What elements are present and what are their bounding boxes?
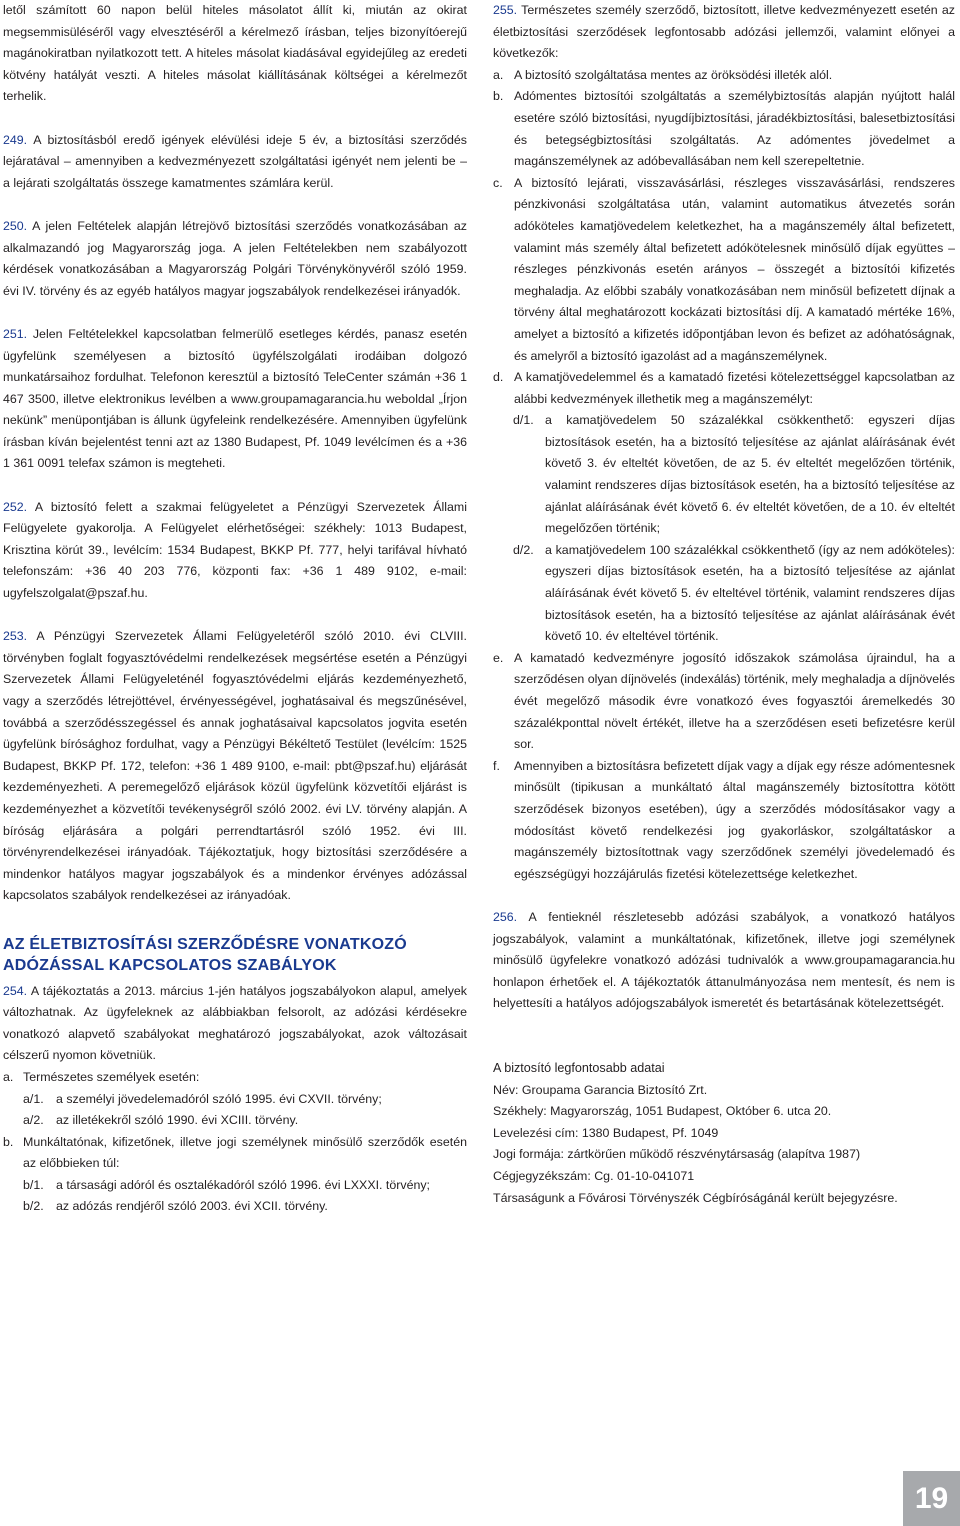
section-text: Jelen Feltételekkel kapcsolatban felmerülő esetleges kérdés, panasz esetén ügyfelünk személyesen a biztosító ügyfélszolgálati irodáiban dolgozó munkatársaihoz fordulhat. Telefonon keresztül a biztosító TeleCenter számán +36 1 467 3500, illetve elektronikus levélben a www.groupamagarancia.hu weboldal „Írjon nekünk” menüpontjában is állunk ügyfeleink rendelkezésére. Amennyiben ügyfelünk írásban kíván bejelentést tenni azt az 1380 Budapest, Pf. 1049 levélcímen és a +36 1 361 0091 telefax számon is megteheti. <box>3 326 467 471</box>
list-label: a/2. <box>23 1113 44 1128</box>
section-251 <box>3 324 467 475</box>
list-text: a személyi jövedelemadóról szóló 1995. évi CXVII. törvény; <box>56 1091 382 1106</box>
list-label: f. <box>493 758 500 773</box>
list-text: a kamatjövedelem 100 százalékkal csökkenthető (így az nem adóköteles): egyszeri díjas biztosítások esetén, ha a biztosító teljesítése az ajánlat aláírásának évét követő 5. év elteltével történik, valamint rendszeres díjas biztosítások esetén, ha a biztosító teljesítése az ajánlat aláírásának évét követő 10. év elteltével történik. <box>545 542 955 644</box>
list-label: c. <box>493 175 503 190</box>
section-text: A biztosító felett a szakmai felügyeletet a Pénzügyi Szervezetek Állami Felügyelete gyakorolja. A Felügyelet elérhetőségei: székhely: 1013 Budapest, Krisztina körút 39., levélcím: 1534 Budapest, BKKP Pf. 777, helyi tarifával hívható telefonszám: +36 40 203 776, központi fax: +36 1 489 9102, e-mail: ugyfelszolgalat@pszaf.hu. <box>3 499 467 601</box>
sub-list-item <box>3 1089 467 1111</box>
section-255 <box>493 0 955 65</box>
list-label: b. <box>3 1134 14 1149</box>
list-text: Amennyiben a biztosításra befizetett díjak vagy a díjak egy része adómentesnek minősült (tipikusan a munkáltató által magánszemély biztosítottra kötött szerződések bizonyos esetében), úgy a szerződés módosításakor vagy a módosítást követő rendelkezési jog gyakorláskor, szolgáltatáskor a magánszemély biztosítottnak vagy szerződőnek személyi jövedelemadó és egészségügyi hozzájárulás fizetési kötelezettsége keletkezhet. <box>514 758 955 881</box>
section-text: A biztosításból eredő igények elévülési ideje 5 év, a biztosítási szerződés lejáratával – amennyiben a kedvezményezett szolgáltatási igényét nem jelenti be – a lejárati szolgáltatás összege kamatmentes számlára kerül. <box>3 132 467 190</box>
company-info-line: Társaságunk a Fővárosi Törvényszék Cégbíróságánál került bejegyzésre. <box>493 1190 898 1205</box>
list-text: a társasági adóról és osztalékadóról szóló 1996. évi LXXXI. törvény; <box>56 1177 430 1192</box>
sub-list-item <box>3 1196 467 1218</box>
section-text: A tájékoztatás a 2013. március 1-jén hatályos jogszabályokon alapul, amelyek változhatnak. Az ügyfeleknek az alábbiakban felsorolt, az adózási kérdésekre vonatkozó alapvető szabályokat meghatározó jogszabályokat, azok változásait célszerű nyomon követniük. <box>3 983 467 1063</box>
list-item <box>3 1132 467 1175</box>
sub-list-item <box>493 540 955 648</box>
section-text: A jelen Feltételek alapján létrejövő biztosítási szerződés vonatkozásában az alkalmazandó jog Magyarország joga. A jelen Feltételekben nem szabályozott kérdések vonatkozásában a Magyarország Polgári Törvénykönyvéről szóló 1959. évi IV. törvény és az egyéb hatályos magyar jogszabályok rendelkezései irányadók. <box>3 218 467 298</box>
section-249 <box>3 130 467 195</box>
section-number: 249. <box>3 132 28 147</box>
right-column <box>493 0 955 1209</box>
sub-list-item <box>3 1110 467 1132</box>
page-number: 19 <box>903 1471 960 1526</box>
company-info-line: Székhely: Magyarország, 1051 Budapest, Október 6. utca 20. <box>493 1104 832 1119</box>
section-number: 251. <box>3 326 28 341</box>
list-text: A kamatjövedelemmel és a kamatadó fizetési kötelezettséggel kapcsolatban az alábbi kedvezmények illethetik meg a magánszemélyt: <box>514 370 955 406</box>
list-label: d/2. <box>513 542 534 557</box>
list-text: Természetes személyek esetén: <box>23 1069 200 1084</box>
list-text: az adózás rendjéről szóló 2003. évi XCII. törvény. <box>56 1199 328 1214</box>
sub-list-item <box>493 410 955 540</box>
section-text: A fentieknél részletesebb adózási szabályok, a vonatkozó hatályos jogszabályok, valamint a munkáltatónak, kifizetőnek, illetve jogi személynek minősülő ügyfelekre vonatkozó adózási tudnivalók a www.groupamagarancia.hu honlapon érhetőek el. A tájékoztatók áttanulmányozása nem mentesít, és nem is helyettesíti a hatályos adójogszabályok ismeretét és betartásának kötelezettségét. <box>493 909 955 1011</box>
list-item <box>493 86 955 172</box>
list-label: b/1. <box>23 1177 44 1192</box>
list-label: b. <box>493 89 504 104</box>
section-254 <box>3 981 467 1067</box>
section-text: Természetes személy szerződő, biztosított, illetve kedvezményezett esetén az életbiztosítási szerződések legfontosabb adózási jellemzői, valamint előnyei a következők: <box>493 3 955 61</box>
company-info-line: Név: Groupama Garancia Biztosító Zrt. <box>493 1082 708 1097</box>
list-label: d. <box>493 370 504 385</box>
list-item <box>493 756 955 886</box>
section-number: 253. <box>3 629 28 644</box>
list-text: az illetékekről szóló 1990. évi XCIII. törvény. <box>56 1113 299 1128</box>
section-number: 256. <box>493 909 518 924</box>
list-item <box>493 65 955 87</box>
heading-line: AZ ÉLETBIZTOSÍTÁSI SZERZŐDÉSRE VONATKOZÓ <box>3 935 407 953</box>
list-text: a kamatjövedelem 50 százalékkal csökkenthető: egyszeri díjas biztosítások esetén, ha a biztosító teljesítése az ajánlat aláírásának évét követő 3. év elteltét követően, de az 5. év elteltét megelőzően történik, valamint rendszeres díjas biztosítások esetén, ha a biztosító teljesítése az ajánlat aláírásának évét követő 6. év elteltét követően, de a 10. év elteltét megelőzően történik; <box>545 413 955 536</box>
intro-paragraph: letől számított 60 napon belül hiteles másolatot állít ki, miután az okirat megsemmisüléséről vagy elvesztéséről a kérelmező írásban, teljes bizonyítóerejű magánokiratban nyilatkozott tett. A hiteles másolat kiadásával egyidejűleg az eredeti kötvény hatályát veszti. A hiteles másolat kiállításának költségei a kérelmezőt terhelik. <box>3 3 467 104</box>
list-label: a/1. <box>23 1091 44 1106</box>
section-number: 252. <box>3 499 28 514</box>
section-253 <box>3 626 467 907</box>
list-label: e. <box>493 650 504 665</box>
list-text: A biztosító lejárati, visszavásárlási, részleges visszavásárlási, rendszeres pénzkivonási szolgáltatása után, valamint automatikus átvezetés során adóköteles kamatjövedelem keletkezhet, ha a magánszemély által befizetett, valamint más személy által befizetett adókötelesnek minősülő díjak együttes – részleges pénzkivonás esetén arányos – összegét a biztosítói kifizetés meghaladja. Az előbbi szabály vonatkozásában nem minősül befizetett díjnak a törvény által meghatározott kockázati biztosítási díj. A kamatadó mértéke 16%, amelyet a biztosító a kifizetés időpontjában levon és befizet az adóhatóságnak, és amelyről a biztosító igazolást ad a magánszemélynek. <box>514 175 955 363</box>
company-info-line: Jogi formája: zártkörűen működő részvénytársaság (alapítva 1987) <box>493 1147 861 1162</box>
list-label: d/1. <box>513 413 534 428</box>
company-info-line: Levelezési cím: 1380 Budapest, Pf. 1049 <box>493 1125 719 1140</box>
list-text: A kamatadó kedvezményre jogosító időszakok számolása újraindul, ha a szerződésen olyan díjnövelés (indexálás) történik, mely meghaladja a díjnövelés évét megelőző második évre vonatkozó éves fogyasztói áremelkedés 30 százalékponttal növelt értékét, illetve ha a szerződésen eseti befizetésre kerül sor. <box>514 650 955 752</box>
list-text: Munkáltatónak, kifizetőnek, illetve jogi személynek minősülő szerződők esetén az előbbieken túl: <box>23 1134 467 1171</box>
tax-rules-heading <box>3 934 467 976</box>
list-label: a. <box>493 67 504 82</box>
section-256 <box>493 907 955 1015</box>
section-text: A Pénzügyi Szervezetek Állami Felügyeletéről szóló 2010. évi CLVIII. törvényben foglalt fogyasztóvédelmi rendelkezések megsértése esetén a Pénzügyi Szervezetek Állami Felügyeleténél fogyasztóvédelmi eljárás kezdeményezhető, vagy a szerződés létrejöttével, érvényességével, joghatásaival és megszűnésével, továbbá a szerződésszegéssel és annak joghatásaival kapcsolatos jogvita esetén ügyfelünk bírósághoz fordulhat, vagy a Pénzügyi Békéltető Testület (levélcím: 1525 Budapest, BKKP Pf. 172, telefon: +36 1 489 9100, e-mail: pbt@pszaf.hu) eljárását kezdeményezheti. A peremegelőző eljárások közül ügyfelünk közvetítői eljárást is kezdeményezhet a közvetítői tevékenységről szóló 2002. évi LV. törvény alapján. A bíróság eljárására a polgári perrendtartásról szóló 1952. évi III. törvényrendelkezései irányadóak. Tájékoztatjuk, hogy biztosítási szerződésére a mindenkor hatályos magyar jogszabályok és a mindenkor érvényes adózással kapcsolatos szabályok rendelkezései az irányadóak. <box>3 629 467 903</box>
left-column <box>3 0 467 1218</box>
section-250 <box>3 216 467 302</box>
section-number: 254. <box>3 983 28 998</box>
sub-list-item <box>3 1175 467 1197</box>
section-252 <box>3 497 467 605</box>
list-text: Adómentes biztosítói szolgáltatás a személybiztosítás alapján nyújtott halál esetére szóló biztosítási, nyugdíjbiztosítási, járadékbiztosítási, balesetbiztosítási és betegségbiztosítási szolgáltatás. Az adómentes jövedelmet a magánszemélynek az adóbevallásában nem kell szerepeltetnie. <box>514 89 955 169</box>
section-number: 255. <box>493 3 518 17</box>
list-label: b/2. <box>23 1199 44 1214</box>
section-number: 250. <box>3 218 28 233</box>
company-info-title: A biztosító legfontosabb adatai <box>493 1061 665 1076</box>
list-text: A biztosító szolgáltatása mentes az öröksödési illeték alól. <box>514 67 833 82</box>
company-info <box>493 1058 955 1209</box>
list-item <box>493 367 955 410</box>
company-info-line: Cégjegyzékszám: Cg. 01-10-041071 <box>493 1169 695 1184</box>
list-label: a. <box>3 1069 14 1084</box>
list-item <box>493 648 955 756</box>
heading-line: ADÓZÁSSAL KAPCSOLATOS SZABÁLYOK <box>3 956 337 974</box>
list-item <box>3 1067 467 1089</box>
list-item <box>493 173 955 367</box>
